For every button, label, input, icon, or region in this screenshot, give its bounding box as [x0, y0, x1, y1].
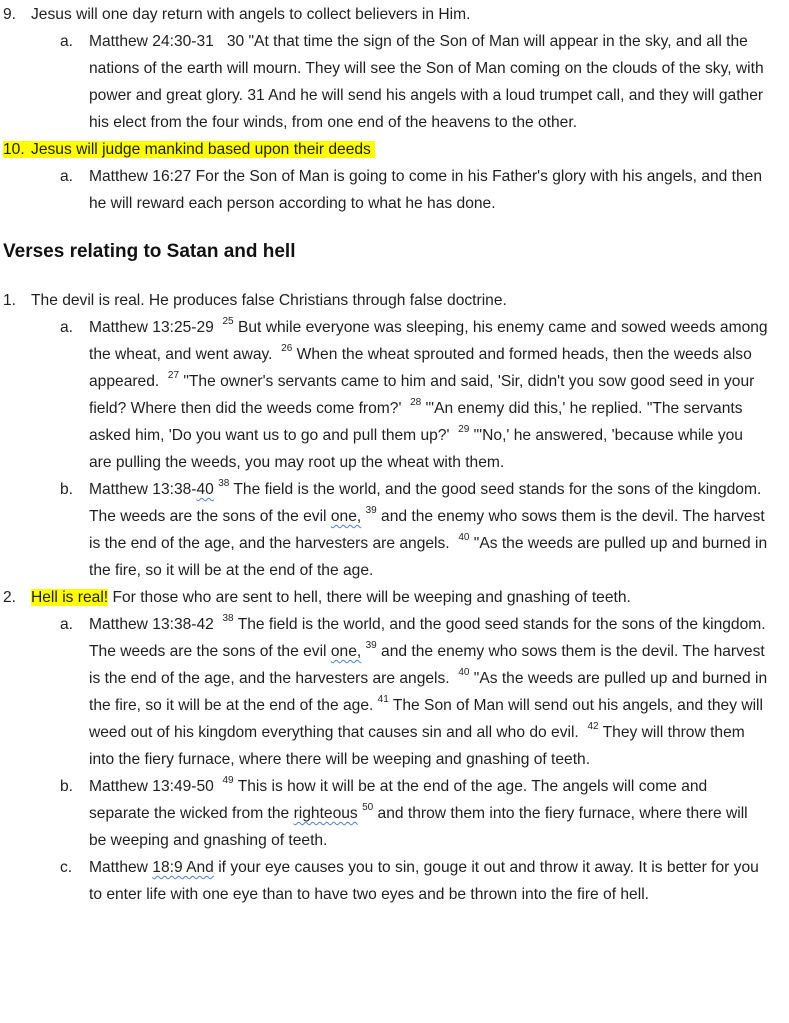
verse-number: 38 — [218, 477, 230, 489]
verse-reference: Matthew 13:49-50 — [89, 778, 214, 795]
sub-item-10a — [0, 163, 789, 217]
sub-item-2b — [0, 773, 789, 854]
verse-number: 49 — [222, 774, 234, 786]
sub-item-2c — [0, 854, 789, 908]
list-number: 1. — [3, 292, 17, 309]
verse-number: 28 — [410, 396, 422, 408]
spellcheck-flag[interactable]: one, — [330, 643, 362, 660]
verse-text: They will throw them into the fiery furnace, where there will be weeping and gnashing of teeth. — [89, 724, 745, 768]
sub-letter: a. — [60, 168, 74, 185]
verse-text: "As the weeds are pulled up and burned in the fire, so it will be at the end of the age. — [89, 670, 768, 714]
verse-reference: Matthew 13:25-29 — [89, 319, 214, 336]
verse-text: and the enemy who sows them is the devil. The harvest is the end of the age, and the harvesters are angels. — [89, 643, 765, 687]
list-item-10 — [0, 136, 789, 163]
verse-number: 41 — [377, 693, 389, 705]
verse-text: For the Son of Man is going to come in his Father's glory with his angels, and then he will reward each person according to what he has done. — [89, 168, 763, 212]
sub-letter: b. — [60, 778, 74, 795]
spellcheck-flag[interactable]: 18:9 And — [152, 859, 214, 876]
verse-number: 50 — [362, 801, 374, 813]
list-item-9 — [0, 1, 789, 28]
list-number: 10. — [3, 141, 25, 158]
verse-number: 40 — [458, 531, 470, 543]
verse-text: This is how it will be at the end of the age. The angels will come and separate the wicked from the — [89, 778, 708, 822]
verse-text: if your eye causes you to sin, gouge it out and throw it away. It is better for you to enter life with one eye than to have two eyes and be thrown into the fire of hell. — [89, 859, 759, 903]
verse-text: The Son of Man will send out his angels, and they will weed out of his kingdom everything that causes sin and all who do evil. — [89, 697, 763, 741]
verse-number: 42 — [587, 720, 599, 732]
verse-number: 39 — [365, 639, 377, 651]
sub-item-1a — [0, 314, 789, 476]
verse-reference — [89, 481, 214, 498]
sub-letter: a. — [60, 33, 74, 50]
verse-reference: Matthew 13:38-42 — [89, 616, 214, 633]
sub-letter: a. — [60, 319, 74, 336]
verse-text: "As the weeds are pulled up and burned in the fire, so it will be at the end of the age. — [89, 535, 768, 579]
verse-text: When the wheat sprouted and formed heads, then the weeds also appeared. — [89, 346, 752, 390]
list-number: 2. — [3, 589, 17, 606]
verse-text: and throw them into the fiery furnace, where there will be weeping and gnashing of teeth. — [89, 805, 748, 849]
verse-number: 38 — [222, 612, 234, 624]
list-item-text: For those who are sent to hell, there will be weeping and gnashing of teeth. — [112, 589, 631, 606]
verse-text: and the enemy who sows them is the devil. The harvest is the end of the age, and the harvesters are angels. — [89, 508, 765, 552]
verse-text: "'No,' he answered, 'because while you are pulling the weeds, you may root up the wheat with them. — [89, 427, 743, 471]
highlighted-text — [3, 141, 375, 158]
verse-text: "'An enemy did this,' he replied. "The servants asked him, 'Do you want us to go and pull them up?' — [89, 400, 743, 444]
verse-number: 29 — [458, 423, 470, 435]
spellcheck-flag[interactable]: 40 — [196, 481, 214, 498]
sub-letter: a. — [60, 616, 74, 633]
sub-item-9a — [0, 28, 789, 136]
sub-item-1b — [0, 476, 789, 584]
verse-reference-main: Matthew 13:38- — [89, 481, 197, 498]
verse-text: But while everyone was sleeping, his enemy came and sowed weeds among the wheat, and went away. — [89, 319, 768, 363]
list-item-2 — [0, 584, 789, 611]
list-item-text: Jesus will one day return with angels to collect believers in Him. — [31, 6, 471, 23]
verse-number: 25 — [222, 315, 234, 327]
verse-text: The field is the world, and the good seed stands for the sons of the kingdom. The weeds are the sons of the evil — [89, 481, 762, 525]
highlighted-text: Hell is real! — [31, 589, 109, 606]
verse-reference: Matthew — [89, 859, 148, 876]
section-heading: Verses relating to Satan and hell — [3, 241, 296, 262]
verse-number: 40 — [458, 666, 470, 678]
verse-text: The field is the world, and the good seed stands for the sons of the kingdom. The weeds are the sons of the evil — [89, 616, 766, 660]
verse-text: 30 "At that time the sign of the Son of Man will appear in the sky, and all the nations of the earth will mourn. They will see the Son of Man coming on the clouds of the sky, with power and great glory. 31 And he will send his angels with a loud trumpet call, and they will gather his elect from the four winds, from one end of the heavens to the other. — [89, 33, 764, 131]
list-item-text: Jesus will judge mankind based upon their deeds — [31, 141, 371, 158]
verse-number: 27 — [167, 369, 180, 381]
spellcheck-flag[interactable]: righteous — [293, 805, 358, 822]
sub-item-2a — [0, 611, 789, 773]
sub-letter: c. — [60, 859, 73, 876]
list-number: 9. — [3, 6, 17, 23]
list-item-1 — [0, 287, 789, 314]
verse-number: 26 — [281, 342, 293, 354]
sub-letter: b. — [60, 481, 74, 498]
verse-text: "The owner's servants came to him and said, 'Sir, didn't you sow good seed in your field? Where then did the weeds come from?' — [89, 373, 755, 417]
verse-reference: Matthew 16:27 — [89, 168, 192, 185]
verse-number: 39 — [365, 504, 377, 516]
list-item-text: The devil is real. He produces false Christians through false doctrine. — [31, 292, 507, 309]
document-page — [0, 1, 789, 908]
verse-reference: Matthew 24:30-31 — [89, 33, 214, 50]
spellcheck-flag[interactable]: one, — [330, 508, 362, 525]
